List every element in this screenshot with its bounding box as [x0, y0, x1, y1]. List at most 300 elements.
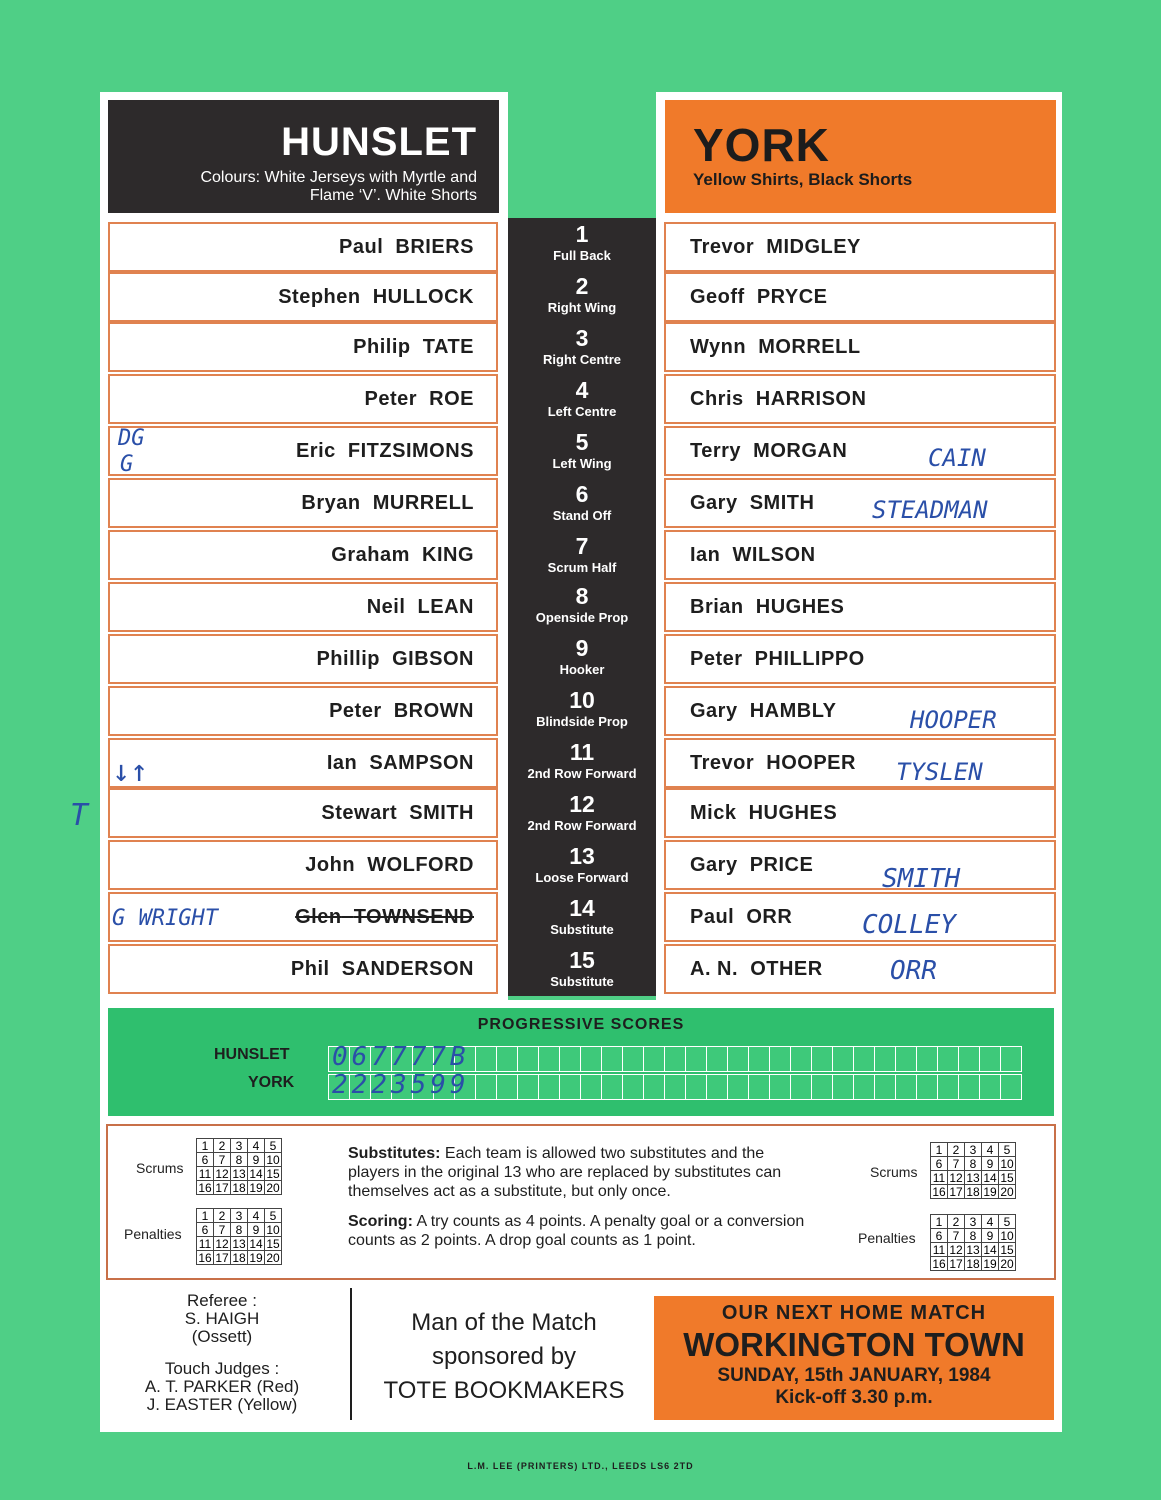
- counter-cell: 1: [197, 1139, 214, 1153]
- penalties-label-left: Penalties: [124, 1226, 182, 1242]
- hunslet-player-name: [331, 544, 474, 567]
- score-cell: [958, 1046, 980, 1072]
- score-cell: [853, 1046, 875, 1072]
- counter-cell: 9: [982, 1157, 999, 1171]
- counter-cell: 10: [266, 1152, 280, 1167]
- counter-cell: 10: [1000, 1228, 1014, 1243]
- score-cell: [685, 1046, 707, 1072]
- position-2: [508, 274, 656, 315]
- player-first-name: Graham: [331, 544, 410, 566]
- player-surname: BROWN: [393, 700, 474, 722]
- score-cell: [622, 1046, 644, 1072]
- score-cell: [664, 1074, 686, 1100]
- scrums-counter-left: [196, 1138, 282, 1195]
- handwritten-wright: G WRIGHT: [112, 906, 218, 931]
- counter-cell: 11: [197, 1167, 214, 1181]
- york-player-row: [664, 582, 1056, 632]
- motm-line2: sponsored by: [431, 1343, 577, 1370]
- score-cell: [538, 1074, 560, 1100]
- position-9: [508, 636, 656, 677]
- penalties-counter-left: [196, 1208, 282, 1265]
- position-label: Full Back: [553, 248, 611, 263]
- score-cell: [748, 1074, 770, 1100]
- hunslet-progressive-written: 067777B: [332, 1042, 470, 1072]
- counter-cell: 16: [198, 1180, 212, 1195]
- counter-cell: 1: [931, 1215, 948, 1229]
- counter-cell: 3: [965, 1215, 982, 1229]
- counter-cell: 12: [949, 1170, 963, 1185]
- rules-box: [106, 1124, 1056, 1280]
- hunslet-player-name: [305, 854, 474, 877]
- counter-cell: 12: [215, 1236, 229, 1251]
- hunslet-player-name: [353, 336, 474, 359]
- player-surname: MURRELL: [372, 492, 474, 514]
- counter-cell: 7: [948, 1229, 965, 1243]
- hunslet-player-name: [296, 440, 474, 463]
- hunslet-player-row: [108, 634, 498, 684]
- position-number: 14: [569, 895, 595, 921]
- york-player-name: [690, 596, 844, 619]
- counter-cell: 4: [982, 1143, 999, 1157]
- position-number: 4: [575, 377, 589, 403]
- york-player-row: [664, 222, 1056, 272]
- score-cell: [643, 1074, 665, 1100]
- counter-cell: 13: [232, 1166, 246, 1181]
- hunslet-player-row: [108, 222, 498, 272]
- position-3: [508, 326, 656, 367]
- position-number: 9: [575, 635, 589, 661]
- hunslet-player-row: [108, 272, 498, 322]
- counter-cell: 18: [232, 1180, 246, 1195]
- score-cell: [706, 1074, 728, 1100]
- player-surname: HARRISON: [755, 388, 867, 410]
- player-surname: LEAN: [417, 596, 474, 618]
- position-label: Openside Prop: [535, 610, 629, 625]
- hunslet-player-name: [329, 700, 474, 723]
- counter-cell: 18: [966, 1256, 980, 1271]
- counter-cell: 17: [215, 1180, 229, 1195]
- player-surname: HUGHES: [755, 596, 845, 618]
- motm-sponsor: TOTE BOOKMAKERS: [383, 1377, 625, 1404]
- counter-cell: 11: [197, 1237, 214, 1251]
- progressive-hunslet-label: HUNSLET: [214, 1046, 290, 1063]
- player-surname: MORRELL: [758, 336, 861, 358]
- player-surname: SAMPSON: [369, 752, 474, 774]
- position-13: [508, 844, 656, 885]
- hunslet-player-name: [278, 286, 474, 309]
- counter-cell: 1: [931, 1143, 948, 1157]
- substitutes-text: Each team is allowed two substitutes and the players in the original 13 who are replaced by substitutes can themselves act as a substitute, but only once.: [348, 1145, 782, 1200]
- york-player-name: [690, 440, 847, 463]
- next-match-heading: OUR NEXT HOME MATCH: [721, 1302, 987, 1324]
- score-cell: [979, 1074, 1001, 1100]
- substitutes-head: Substitutes:: [348, 1145, 441, 1162]
- counter-cell: 13: [966, 1170, 980, 1185]
- counter-cell: 19: [249, 1250, 263, 1265]
- counter-cell: 9: [982, 1229, 999, 1243]
- handwritten-tyson: TYSLEN: [896, 758, 983, 786]
- motm-line1: Man of the Match: [411, 1309, 597, 1336]
- counter-cell: 2: [214, 1209, 231, 1223]
- york-player-name: [690, 906, 792, 929]
- position-number: 2: [575, 273, 589, 299]
- position-number: 12: [569, 791, 595, 817]
- york-player-row: [664, 788, 1056, 838]
- touch-judge-1: A. T. PARKER (Red): [144, 1377, 300, 1396]
- position-label: Substitute: [550, 922, 614, 937]
- score-cell: [832, 1046, 854, 1072]
- footer-divider: [350, 1288, 352, 1420]
- counter-cell: 19: [983, 1184, 997, 1199]
- counter-cell: 6: [931, 1229, 948, 1243]
- player-surname: FITZSIMONS: [347, 440, 474, 462]
- position-10: [508, 688, 656, 729]
- hunslet-player-name: [301, 492, 474, 515]
- hunslet-player-name: [365, 388, 475, 411]
- counter-cell: 3: [231, 1209, 248, 1223]
- progressive-scores-title: PROGRESSIVE SCORES: [477, 1016, 685, 1033]
- counter-cell: 8: [231, 1153, 248, 1167]
- score-cell: [643, 1046, 665, 1072]
- york-player-name: [690, 802, 837, 825]
- score-cell: [664, 1046, 686, 1072]
- handwritten-smith: SMITH: [882, 864, 961, 894]
- player-first-name: Ian: [690, 544, 721, 566]
- score-cell: [832, 1074, 854, 1100]
- score-cell: [937, 1046, 959, 1072]
- counter-cell: 5: [999, 1143, 1016, 1157]
- player-surname: PRICE: [749, 854, 814, 876]
- player-first-name: A. N.: [690, 958, 739, 980]
- score-cell: [496, 1046, 518, 1072]
- york-player-row: [664, 530, 1056, 580]
- york-player-name: [690, 700, 836, 723]
- hunslet-team-name: HUNSLET: [281, 120, 477, 164]
- score-cell: [790, 1074, 812, 1100]
- player-surname: HOOPER: [766, 752, 856, 774]
- scoring-rule: [348, 1212, 818, 1250]
- progressive-scores: [108, 1008, 1054, 1116]
- hunslet-player-row: [108, 840, 498, 890]
- printer-imprint: L.M. LEE (PRINTERS) LTD., LEEDS LS6 2TD: [467, 1461, 694, 1471]
- player-surname: BRIERS: [395, 236, 474, 258]
- referee-label: Referee :: [187, 1291, 257, 1310]
- counter-cell: 6: [197, 1153, 214, 1167]
- player-first-name: Geoff: [690, 286, 745, 308]
- counter-cell: 12: [949, 1242, 963, 1257]
- player-first-name: Terry: [690, 440, 742, 462]
- score-cell: [895, 1074, 917, 1100]
- hunslet-player-name: [316, 648, 474, 671]
- counter-cell: 1: [197, 1209, 214, 1223]
- player-surname: HUGHES: [748, 802, 838, 824]
- player-first-name: Mick: [690, 802, 737, 824]
- counter-cell: 12: [215, 1166, 229, 1181]
- counter-cell: 20: [1000, 1256, 1014, 1271]
- score-cell: [811, 1046, 833, 1072]
- counter-cell: 5: [265, 1139, 282, 1153]
- counter-cell: 7: [214, 1153, 231, 1167]
- score-cell: [1000, 1074, 1022, 1100]
- score-cell: [958, 1074, 980, 1100]
- player-first-name: Neil: [366, 596, 406, 618]
- player-surname: TATE: [422, 336, 474, 358]
- counter-cell: 3: [965, 1143, 982, 1157]
- handwritten-t: T: [70, 798, 89, 833]
- player-first-name: Bryan: [301, 492, 361, 514]
- player-first-name: Peter: [329, 700, 382, 722]
- counter-cell: 10: [1000, 1156, 1014, 1171]
- player-first-name: Phillip: [316, 648, 380, 670]
- score-cell: [538, 1046, 560, 1072]
- york-player-row: [664, 840, 1056, 890]
- counter-cell: 11: [931, 1243, 948, 1257]
- position-label: Stand Off: [552, 508, 612, 523]
- position-number: 8: [575, 583, 589, 609]
- player-first-name: Gary: [690, 492, 738, 514]
- scoring-text: A try counts as 4 points. A penalty goal or a conversion counts as 2 points. A drop goal counts as 1 point.: [348, 1213, 805, 1249]
- score-cell: [727, 1046, 749, 1072]
- player-surname: ORR: [746, 906, 793, 928]
- score-cell: [580, 1074, 602, 1100]
- hunslet-player-name: [295, 906, 474, 929]
- york-progressive-written: 2223599: [332, 1070, 470, 1100]
- player-first-name: Gary: [690, 854, 738, 876]
- player-surname: SMITH: [409, 802, 474, 824]
- scoring-head: Scoring:: [348, 1213, 413, 1230]
- penalties-counter-right: [930, 1214, 1016, 1271]
- counter-cell: 18: [966, 1184, 980, 1199]
- counter-cell: 4: [248, 1209, 265, 1223]
- player-surname: GIBSON: [392, 648, 474, 670]
- handwritten-cain: CAIN: [928, 444, 986, 472]
- counter-cell: 6: [197, 1223, 214, 1237]
- york-player-name: [690, 492, 814, 515]
- york-player-row: [664, 634, 1056, 684]
- hunslet-player-row: [108, 530, 498, 580]
- hunslet-player-name: [367, 596, 474, 619]
- position-4: [508, 378, 656, 419]
- counter-cell: 8: [965, 1229, 982, 1243]
- touch-judges-label: Touch Judges :: [164, 1359, 280, 1378]
- man-of-the-match: [356, 1306, 652, 1408]
- position-14: [508, 896, 656, 937]
- counter-cell: 11: [931, 1171, 948, 1185]
- position-1: [508, 222, 656, 263]
- position-label: Scrum Half: [547, 560, 617, 575]
- score-cell: [874, 1074, 896, 1100]
- score-cell: [517, 1046, 539, 1072]
- position-12: [508, 792, 656, 833]
- york-header: [665, 100, 1056, 213]
- score-cell: [790, 1046, 812, 1072]
- hunslet-colours: Colours: White Jerseys with Myrtle and Flame ‘V’. White Shorts: [200, 169, 477, 204]
- player-first-name: Chris: [690, 388, 744, 410]
- score-cell: [580, 1046, 602, 1072]
- player-first-name: John: [305, 854, 356, 876]
- handwritten-g: G: [120, 452, 134, 477]
- york-player-row: [664, 738, 1056, 788]
- position-number: 7: [575, 533, 589, 559]
- counter-cell: 17: [215, 1250, 229, 1265]
- score-cell: [475, 1074, 497, 1100]
- player-surname: MIDGLEY: [766, 236, 861, 258]
- counter-cell: 2: [948, 1215, 965, 1229]
- counter-cell: 7: [214, 1223, 231, 1237]
- hunslet-player-row: [108, 738, 498, 788]
- handwritten-steadman: STEADMAN: [872, 496, 988, 524]
- substitutes-rule: [348, 1144, 818, 1201]
- hunslet-player-row: [108, 582, 498, 632]
- hunslet-player-row: [108, 426, 498, 476]
- counter-cell: 5: [999, 1215, 1016, 1229]
- position-number: 1: [575, 221, 589, 247]
- referee-town: (Ossett): [191, 1327, 253, 1346]
- handwritten-orr: ORR: [890, 956, 937, 986]
- player-first-name: Phil: [290, 958, 330, 980]
- counter-cell: 15: [1000, 1170, 1014, 1185]
- next-match-opponent: WORKINGTON TOWN: [683, 1326, 1025, 1363]
- player-first-name: Paul: [690, 906, 735, 928]
- score-cell: [769, 1074, 791, 1100]
- position-7: [508, 534, 656, 575]
- score-cell: [979, 1046, 1001, 1072]
- position-number: 3: [575, 325, 589, 351]
- next-match-date: SUNDAY, 15th JANUARY, 1984: [717, 1365, 991, 1386]
- counter-cell: 18: [232, 1250, 246, 1265]
- player-first-name: Stephen: [278, 286, 361, 308]
- score-cell: [874, 1046, 896, 1072]
- player-surname: PHILLIPPO: [754, 648, 865, 670]
- york-player-name: [690, 958, 823, 981]
- player-first-name: Trevor: [690, 236, 755, 258]
- positions-column: [508, 218, 656, 996]
- counter-cell: 20: [266, 1250, 280, 1265]
- player-surname: PRYCE: [756, 286, 828, 308]
- score-cell: [622, 1074, 644, 1100]
- counter-cell: 9: [248, 1223, 265, 1237]
- counter-cell: 15: [1000, 1242, 1014, 1257]
- score-cell: [916, 1074, 938, 1100]
- counter-cell: 2: [948, 1143, 965, 1157]
- counter-cell: 14: [983, 1170, 997, 1185]
- position-number: 11: [569, 739, 595, 765]
- york-team-name: YORK: [693, 119, 830, 171]
- scrums-label-right: Scrums: [870, 1164, 918, 1180]
- counter-cell: 20: [1000, 1184, 1014, 1199]
- handwritten-arrows: ↓↑: [112, 754, 149, 789]
- score-cell: [916, 1046, 938, 1072]
- york-player-row: [664, 426, 1056, 476]
- score-cell: [475, 1046, 497, 1072]
- score-cell: [1000, 1046, 1022, 1072]
- player-first-name: Brian: [690, 596, 744, 618]
- touch-judge-2: J. EASTER (Yellow): [146, 1395, 298, 1414]
- position-label: Hooker: [559, 662, 605, 677]
- hunslet-player-name: [327, 752, 474, 775]
- score-cell: [811, 1074, 833, 1100]
- player-first-name: Trevor: [690, 752, 755, 774]
- position-label: Left Wing: [552, 456, 612, 471]
- position-8: [508, 584, 656, 625]
- player-surname: KING: [422, 544, 474, 566]
- hunslet-player-name: [321, 802, 474, 825]
- counter-cell: 15: [266, 1236, 280, 1251]
- york-player-name: [690, 388, 866, 411]
- score-cell: [496, 1074, 518, 1100]
- referee-name: S. HAIGH: [184, 1309, 260, 1328]
- counter-cell: 3: [231, 1139, 248, 1153]
- score-cell: [769, 1046, 791, 1072]
- counter-cell: 15: [266, 1166, 280, 1181]
- score-cell: [727, 1074, 749, 1100]
- hunslet-player-row: [108, 788, 498, 838]
- counter-cell: 19: [983, 1256, 997, 1271]
- scrums-label-left: Scrums: [136, 1160, 184, 1176]
- counter-cell: 17: [949, 1184, 963, 1199]
- player-first-name: Eric: [295, 440, 336, 462]
- york-player-row: [664, 272, 1056, 322]
- score-cell: [559, 1046, 581, 1072]
- counter-cell: 8: [231, 1223, 248, 1237]
- score-cell: [937, 1074, 959, 1100]
- york-player-name: [690, 286, 828, 309]
- player-first-name: Gary: [690, 700, 738, 722]
- player-surname: MORGAN: [753, 440, 848, 462]
- position-number: 13: [569, 843, 595, 869]
- york-player-row: [664, 686, 1056, 736]
- position-label: Left Centre: [547, 404, 617, 419]
- counter-cell: 16: [932, 1256, 946, 1271]
- counter-cell: 9: [248, 1153, 265, 1167]
- counter-cell: 14: [249, 1236, 263, 1251]
- scrums-counter-right: [930, 1142, 1016, 1199]
- player-first-name: Peter: [364, 388, 418, 410]
- handwritten-dg: DG: [118, 426, 145, 451]
- counter-cell: 20: [266, 1180, 280, 1195]
- york-player-name: [690, 236, 861, 259]
- position-label: Loose Forward: [535, 870, 629, 885]
- counter-cell: 2: [214, 1139, 231, 1153]
- position-11: [508, 740, 656, 781]
- york-player-name: [690, 854, 813, 877]
- player-surname: SANDERSON: [341, 958, 474, 980]
- york-player-name: [690, 752, 856, 775]
- counter-cell: 6: [931, 1157, 948, 1171]
- hunslet-player-row: [108, 944, 498, 994]
- position-number: 5: [575, 429, 589, 455]
- counter-cell: 10: [266, 1222, 280, 1237]
- player-surname: HAMBLY: [749, 700, 837, 722]
- position-label: Blindside Prop: [536, 714, 628, 729]
- score-cell: [601, 1074, 623, 1100]
- officials: [106, 1292, 338, 1414]
- york-player-row: [664, 322, 1056, 372]
- player-first-name: Peter: [690, 648, 743, 670]
- hunslet-player-name: [291, 958, 474, 981]
- score-cell: [895, 1046, 917, 1072]
- position-label: Substitute: [550, 974, 614, 989]
- player-surname: ROE: [429, 388, 474, 410]
- next-match-kickoff: Kick-off 3.30 p.m.: [775, 1387, 933, 1408]
- position-number: 6: [575, 481, 589, 507]
- counter-cell: 7: [948, 1157, 965, 1171]
- hunslet-player-name: [339, 236, 474, 259]
- player-first-name: Glen: [295, 906, 342, 928]
- counter-cell: 4: [982, 1215, 999, 1229]
- score-cell: [706, 1046, 728, 1072]
- handwritten-colley: COLLEY: [862, 910, 956, 940]
